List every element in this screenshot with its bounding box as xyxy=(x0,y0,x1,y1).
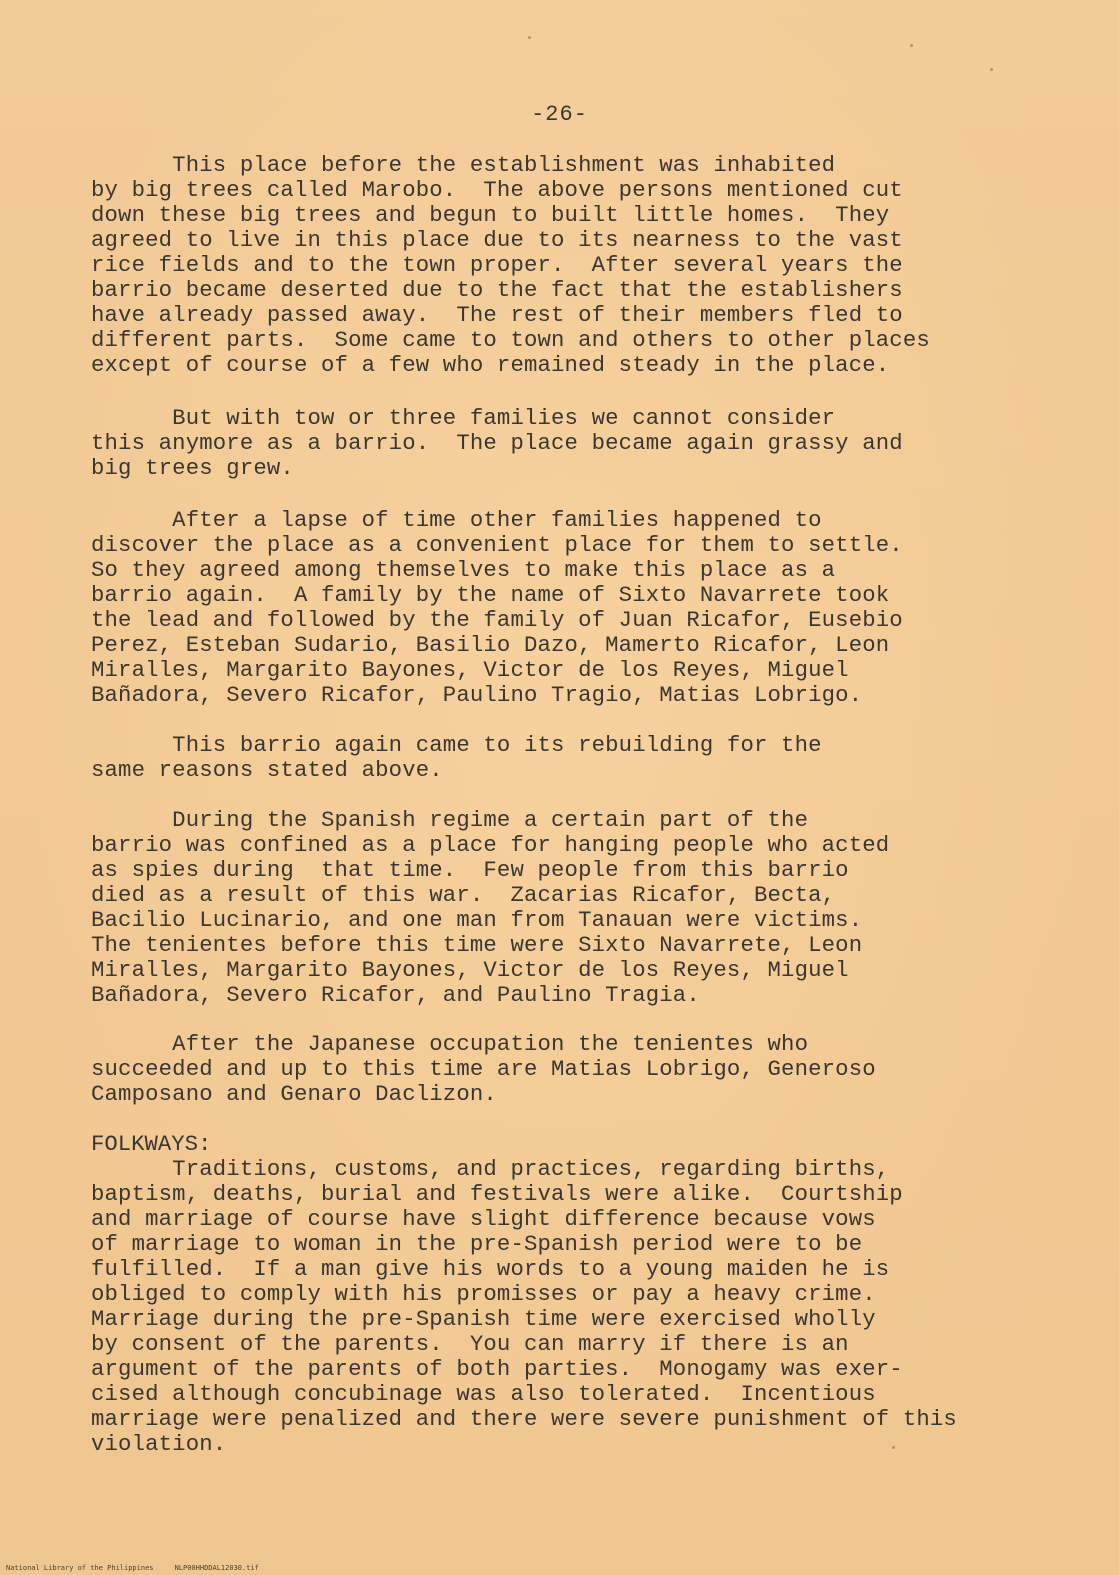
page-number: -26- xyxy=(531,102,588,127)
paper-speck xyxy=(528,36,531,39)
paragraph-rebuilding: This barrio again came to its rebuilding for the same reasons stated above. xyxy=(91,732,822,783)
paragraph-history-2: But with tow or three families we cannot consider this anymore as a barrio. The place became again grassy and big trees grew. xyxy=(91,405,903,481)
paragraph-history-1: This place before the establishment was inhabited by big trees called Marobo. The above persons mentioned cut down these big trees and begun to built little homes. They agreed to live in this place due to its nearness to the vast rice fields and to the town proper. After several years the barrio became deserted due to the fact that the establishers have already passed away. The rest of their members fled to different parts. Some came to town and others to other places except of course of a few who remained steady in the place. xyxy=(91,152,930,378)
paragraph-spanish-regime: During the Spanish regime a certain part of the barrio was confined as a place for hanging people who acted as spies during that time. Few people from this barrio died as a result of this war. Zacarias Ricafor, Becta, Bacilio Lucinario, and one man from Tanauan were victims. The tenientes before this time were Sixto Navarrete, Leon Miralles, Margarito Bayones, Victor de los Reyes, Miguel Bañadora, Severo Ricafor, and Paulino Tragia. xyxy=(91,807,890,1008)
paper-speck xyxy=(910,44,913,47)
paragraph-folkways: Traditions, customs, and practices, regarding births, baptism, deaths, burial and festivals were alike. Courtship and marriage of course have slight difference because vows of marriage to woman in the pre-Spanish period were to be fulfilled. If a man give his words to a young maiden he is obliged to comply with his promisses or pay a heavy crime. Marriage during the pre-Spanish time were exercised wholly by consent of the parents. You can marry if there is an argument of the parents of both parties. Monogamy was exer- cised although concubinage was also tolerated. Incentious marriage were penalized and there were severe punishment of this violation. xyxy=(91,1156,957,1457)
paper-speck xyxy=(892,1446,895,1449)
paragraph-japanese-occupation: After the Japanese occupation the tenientes who succeeded and up to this time are Matias Lobrigo, Generoso Camposano and Genaro Daclizon. xyxy=(91,1031,876,1107)
paper-speck xyxy=(990,68,993,71)
archive-footer: National Library of the Philippines NLP00HHDDAL12030.tif xyxy=(6,1564,259,1572)
paragraph-resettlement: After a lapse of time other families happened to discover the place as a convenient place for them to settle. So they agreed among themselves to make this place as a barrio again. A family by the name of Sixto Navarrete took the lead and followed by the family of Juan Ricafor, Eusebio Perez, Esteban Sudario, Basilio Dazo, Mamerto Ricafor, Leon Miralles, Margarito Bayones, Victor de los Reyes, Miguel Bañadora, Severo Ricafor, Paulino Tragio, Matias Lobrigo. xyxy=(91,507,903,708)
folkways-heading: FOLKWAYS: xyxy=(91,1131,212,1157)
